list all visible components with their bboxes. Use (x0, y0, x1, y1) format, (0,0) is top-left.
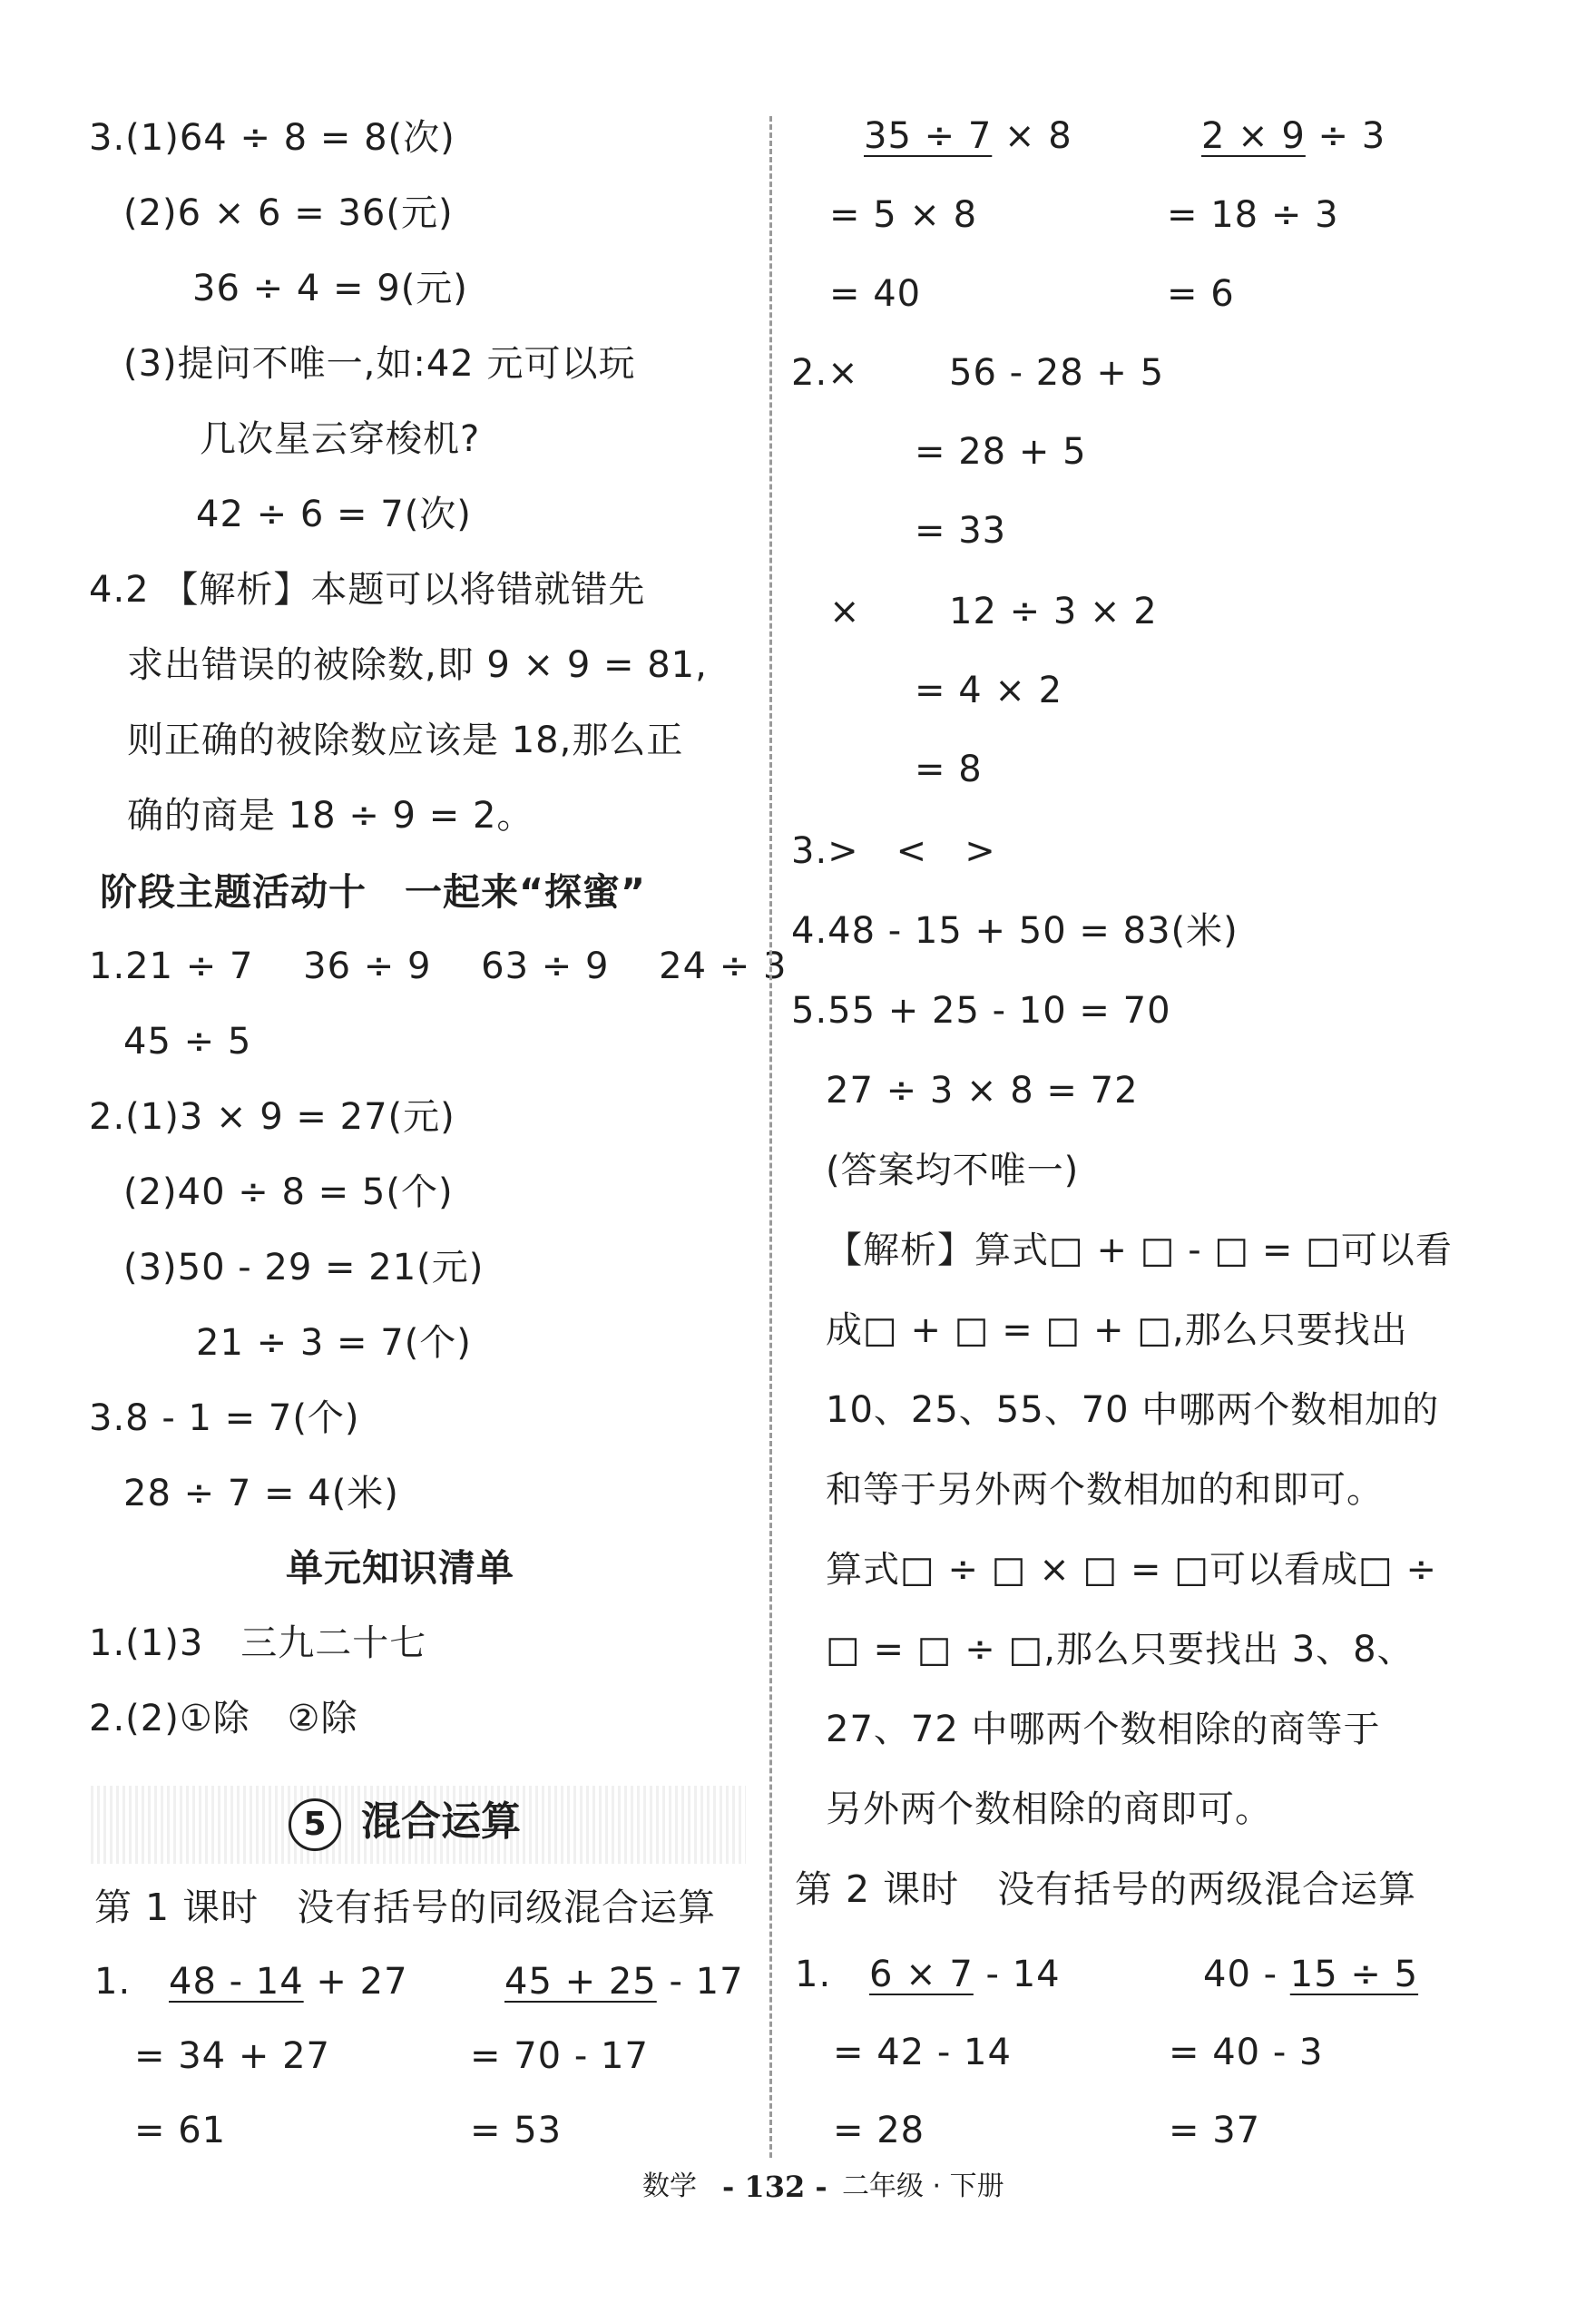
right-q5-note: (答案均不唯一) (826, 1150, 1080, 1191)
right-q2b-mark: × (829, 591, 861, 632)
answer-4-line1: 4.2 【解析】本题可以将错就错先 (89, 569, 646, 611)
unit-title: 混合运算 (361, 1798, 521, 1845)
activity-2-3: (3)50 - 29 = 21(元) (123, 1247, 485, 1288)
right-expr-1-step3: = 40 (829, 273, 922, 315)
lesson-2-expr-2: 40 - 15 ÷ 5 (1203, 1954, 1419, 1995)
right-q4: 4.48 - 15 + 50 = 83(米) (791, 910, 1239, 952)
right-explanation-line4: 和等于另外两个数相加的和即可。 (826, 1469, 1384, 1511)
answer-3-2-line1: (2)6 × 6 = 36(元) (123, 192, 454, 234)
right-q2b-step2: = 4 × 2 (915, 670, 1063, 711)
right-expr-1-step2: = 5 × 8 (829, 194, 978, 236)
answer-4-line3: 则正确的被除数应该是 18,那么正 (127, 720, 684, 761)
lesson-1-q1-number: 1. (94, 1961, 132, 2003)
right-explanation-line2: 成□ + □ = □ + □,那么只要找出 (826, 1309, 1408, 1351)
lesson-2-expr-2-step2: = 40 - 3 (1169, 2032, 1324, 2073)
footer-subject: 数学 (642, 2170, 697, 2202)
lesson-2-expr-1: 6 × 7 - 14 (869, 1954, 1061, 1995)
right-q3: 3.> < > (791, 830, 996, 872)
right-explanation-line7: 27、72 中哪两个数相除的商等于 (826, 1709, 1381, 1750)
lesson-1-expr-2-step3: = 53 (470, 2110, 563, 2151)
right-explanation-line8: 另外两个数相除的商即可。 (826, 1788, 1272, 1830)
activity-2-3-line2: 21 ÷ 3 = 7(个) (196, 1322, 472, 1364)
right-q2-step2: = 28 + 5 (915, 431, 1087, 473)
activity-3-line2: 28 ÷ 7 = 4(米) (123, 1473, 399, 1514)
right-explanation-line6: □ = □ ÷ □,那么只要找出 3、8、 (826, 1629, 1415, 1670)
answer-3-1: 3.(1)64 ÷ 8 = 8(次) (89, 117, 455, 159)
unit-number-badge: 5 (289, 1798, 341, 1851)
right-q2-expr: 56 - 28 + 5 (949, 352, 1165, 394)
right-q2b-step3: = 8 (915, 749, 983, 790)
lesson-1-expr-2: 45 + 25 - 17 (504, 1961, 744, 2003)
right-expr-1: 35 ÷ 7 × 8 (864, 115, 1072, 157)
right-q5-line2: 27 ÷ 3 × 8 = 72 (826, 1070, 1139, 1112)
answer-3-2-line2: 36 ÷ 4 = 9(元) (192, 268, 468, 309)
answer-4-line4: 确的商是 18 ÷ 9 = 2。 (127, 795, 534, 837)
lesson-2-expr-1-step3: = 28 (833, 2110, 925, 2151)
right-expr-2-step2: = 18 ÷ 3 (1167, 194, 1339, 236)
lesson-1-title: 第 1 课时 没有括号的同级混合运算 (94, 1886, 717, 1929)
right-explanation-line5: 算式□ ÷ □ × □ = □可以看成□ ÷ (826, 1549, 1438, 1591)
lesson-2-q1-number: 1. (795, 1954, 832, 1995)
right-explanation-line3: 10、25、55、70 中哪两个数相加的 (826, 1389, 1440, 1431)
lesson-1-expr-1-step3: = 61 (134, 2110, 227, 2151)
lesson-1-expr-1-step2: = 34 + 27 (134, 2035, 330, 2077)
answer-3-3-line1: (3)提问不唯一,如:42 元可以玩 (123, 343, 636, 385)
right-q5-line1: 5.55 + 25 - 10 = 70 (791, 990, 1171, 1032)
footer-page-number: - 132 - (722, 2170, 827, 2204)
column-divider (769, 116, 772, 2158)
activity-2-1: 2.(1)3 × 9 = 27(元) (89, 1096, 455, 1138)
answer-3-3-line3: 42 ÷ 6 = 7(次) (196, 494, 472, 535)
answer-4-line2: 求出错误的被除数,即 9 × 9 = 81, (127, 644, 708, 686)
activity-3-line1: 3.8 - 1 = 7(个) (89, 1397, 360, 1439)
activity-2-2: (2)40 ÷ 8 = 5(个) (123, 1171, 454, 1213)
right-explanation-line1: 【解析】算式□ + □ - □ = □可以看 (826, 1230, 1453, 1271)
lesson-2-expr-2-step3: = 37 (1169, 2110, 1261, 2151)
right-expr-2-step3: = 6 (1167, 273, 1235, 315)
right-q2-step3: = 33 (915, 510, 1007, 552)
right-q2-mark: 2.× (791, 352, 859, 394)
knowledge-2: 2.(2)①除 ②除 (89, 1698, 358, 1739)
knowledge-1: 1.(1)3 三九二十七 (89, 1622, 427, 1664)
lesson-1-expr-1: 48 - 14 + 27 (169, 1961, 408, 2003)
right-q2b-expr: 12 ÷ 3 × 2 (949, 591, 1158, 632)
right-expr-2: 2 × 9 ÷ 3 (1201, 115, 1386, 157)
lesson-1-expr-2-step2: = 70 - 17 (470, 2035, 649, 2077)
knowledge-title: 单元知识清单 (286, 1546, 514, 1590)
activity-1-line2: 45 ÷ 5 (123, 1021, 252, 1063)
lesson-2-expr-1-step2: = 42 - 14 (833, 2032, 1012, 2073)
answer-3-3-line2: 几次星云穿梭机? (200, 418, 481, 460)
lesson-2-title: 第 2 课时 没有括号的两级混合运算 (795, 1867, 1417, 1911)
footer-grade: 二年级 · 下册 (842, 2170, 1004, 2202)
activity-1-line1: 1.21 ÷ 7 36 ÷ 9 63 ÷ 9 24 ÷ 3 (89, 945, 788, 987)
activity-title: 阶段主题活动十 一起来“探蜜” (100, 870, 646, 914)
